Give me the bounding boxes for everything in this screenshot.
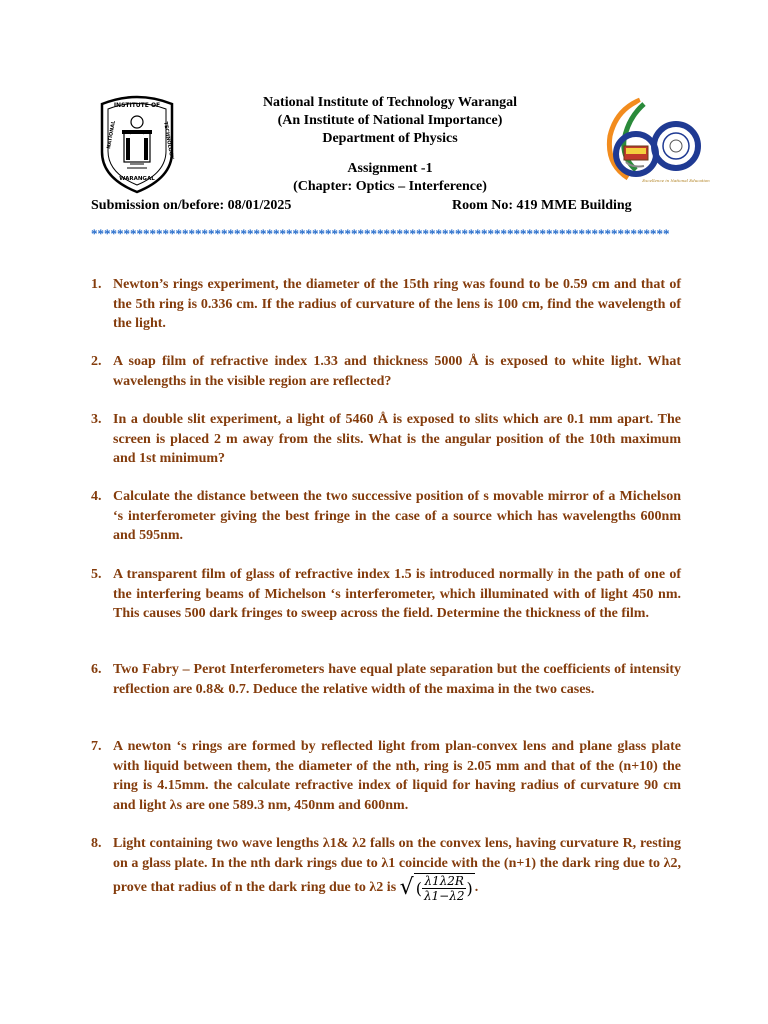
question-item	[91, 275, 681, 334]
submission-date: Submission on/before: 08/01/2025	[91, 198, 292, 213]
formula-numerator: λ1λ2R	[424, 874, 464, 888]
institute-name: National Institute of Technology Warangal	[262, 95, 518, 110]
question-number: 7.	[91, 739, 102, 754]
nitw-logo	[96, 94, 178, 194]
question-text: A newton ‘s rings are formed by reflected light from plan-convex lens and plane glass plate with liquid between them, the diameter of the nth, ring is 2.05 mm and that of the (n+10) the ring is 4.15mm. the calculate refractive index of liquid for having radius of curvature 90 cm and light λs are one 589.3 nm, 450nm and 600nm.	[113, 739, 681, 813]
chapter-title: (Chapter: Optics – Interference)	[293, 179, 487, 194]
nitw-emblem-icon	[96, 94, 178, 194]
square-root-icon: √	[399, 875, 414, 900]
question-item	[91, 487, 681, 546]
question-number: 5.	[91, 567, 102, 582]
room-number: Room No: 419 MME Building	[452, 198, 632, 213]
logo-text-right: TECHNOLOGY	[162, 121, 175, 160]
question-text: In a double slit experiment, a light of 5460 Å is exposed to slits which are 0.1 mm apart. The screen is placed 2 m away from the slits. What is the angular position of the 10th maximum and 1st minimum?	[113, 412, 681, 466]
question-number: 1.	[91, 277, 102, 292]
question-text: Light containing two wave lengths λ1& λ2 falls on the convex lens, having curvature R, resting on a glass plate. In the nth dark rings due to λ1 coincide with the (n+1) the dark ring due to λ2, prove that radius of n the dark ring due to λ2 is	[113, 836, 681, 896]
institute-subtitle: (An Institute of National Importance)	[277, 113, 503, 128]
separator-line: *****************************************************************************************	[91, 226, 670, 241]
question-item	[91, 352, 681, 391]
question-text: A soap film of refractive index 1.33 and thickness 5000 Å is exposed to white light. What wavelengths in the visible region are reflected?	[113, 354, 681, 389]
question-text-with-formula	[113, 834, 681, 903]
question-text: A transparent film of glass of refractive index 1.5 is introduced normally in the path of one of the interfering beams of Michelson ‘s interferometer, which illuminated with of light 450 nm. This causes 500 dark fringes to sweep across the field. Determine the thickness of the film.	[113, 567, 681, 621]
formula-open-paren: (	[415, 878, 422, 898]
logo-text-bottom: WARANGAL	[119, 176, 155, 182]
assignment-title: Assignment -1	[347, 161, 433, 176]
question-item	[91, 410, 681, 469]
logo-text-left: NATIONAL	[106, 120, 117, 150]
question-text: Calculate the distance between the two successive position of s movable mirror of a Michelson ‘s interferometer giving the best fringe in the case of a source which has wavelengths 600nm and 595nm.	[113, 489, 681, 543]
question-item	[91, 565, 681, 624]
sixty-years-emblem-icon	[596, 96, 710, 190]
radius-formula	[400, 873, 475, 903]
formula-denominator: λ1−λ2	[423, 889, 465, 903]
question-number: 8.	[91, 836, 102, 851]
question-number: 3.	[91, 412, 102, 427]
department-name: Department of Physics	[322, 131, 458, 146]
question-number: 2.	[91, 354, 102, 369]
question-text: Newton’s rings experiment, the diameter of the 15th ring was found to be 0.59 cm and that of the 5th ring is 0.336 cm. If the radius of curvature of the lens is 100 cm, find the wavelength of the light.	[113, 277, 681, 331]
question-item	[91, 834, 681, 903]
logo-text-top: INSTITUTE OF	[113, 102, 161, 109]
question-number: 6.	[91, 662, 102, 677]
anniversary-logo	[596, 96, 710, 190]
question-item	[91, 737, 681, 815]
formula-end: .	[474, 880, 479, 896]
question-item	[91, 660, 681, 699]
formula-radicand	[414, 873, 475, 903]
question-text: Two Fabry – Perot Interferometers have equal plate separation but the coefficients of intensity reflection are 0.8& 0.7. Deduce the relative width of the maxima in the two cases.	[113, 662, 681, 697]
anniversary-caption: Excellence in National Education	[642, 178, 710, 183]
formula-close-paren: )	[466, 878, 473, 898]
question-number: 4.	[91, 489, 102, 504]
